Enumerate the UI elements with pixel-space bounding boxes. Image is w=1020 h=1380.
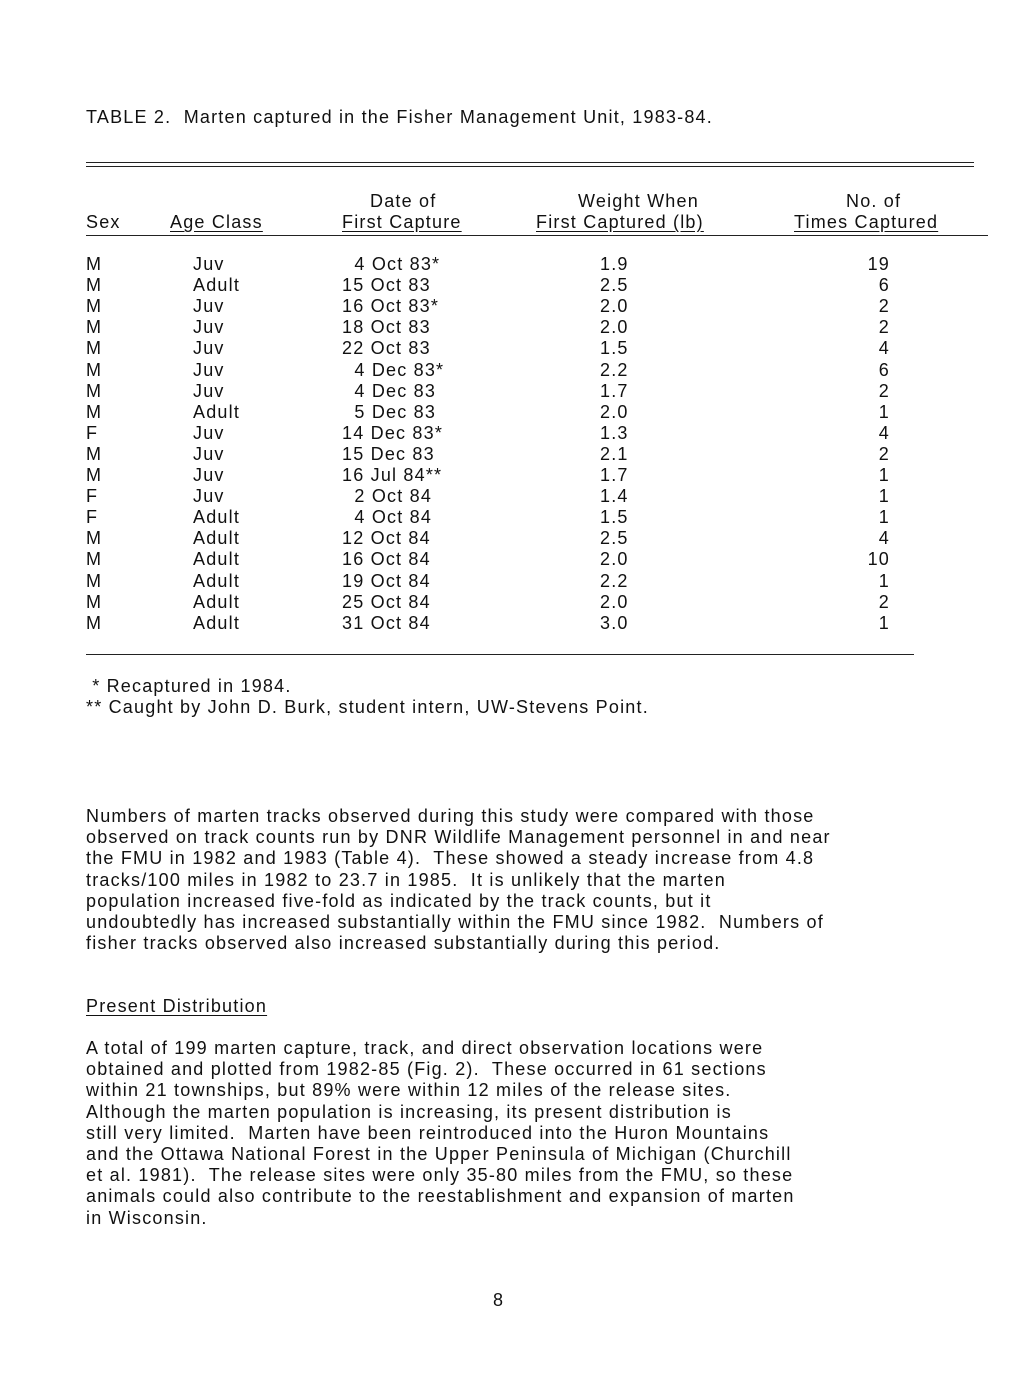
cell-sex: M: [86, 401, 103, 422]
cell-date: 4 Dec 83: [342, 380, 437, 401]
cell-age-class: Adult: [193, 507, 241, 528]
cell-times-captured: 4: [878, 422, 890, 443]
table-top-rule-double: [86, 166, 974, 167]
paragraph-line: fisher tracks observed also increased substantially during this period.: [86, 933, 721, 954]
cell-sex: M: [86, 338, 103, 359]
paragraph-line: Numbers of marten tracks observed during this study were compared with those: [86, 806, 815, 826]
cell-age-class: Juv: [193, 359, 225, 380]
table-row: [0, 381, 1020, 402]
cell-date: 14 Dec 83*: [342, 422, 444, 443]
cell-age-class: Juv: [193, 296, 225, 317]
cell-sex: M: [86, 570, 103, 591]
cell-sex: F: [86, 422, 99, 443]
cell-date: 15 Dec 83: [342, 443, 435, 464]
table-row: [0, 486, 1020, 507]
cell-weight: 1.5: [600, 338, 629, 359]
cell-times-captured: 1: [878, 507, 890, 528]
table-row: [0, 317, 1020, 338]
cell-times-captured: 2: [878, 296, 890, 317]
cell-date: 31 Oct 84: [342, 612, 431, 633]
paragraph-line: A total of 199 marten capture, track, and direct observation locations were: [86, 1038, 764, 1058]
paragraph-line: in Wisconsin.: [86, 1207, 208, 1228]
cell-age-class: Juv: [193, 486, 225, 507]
section-heading: Present Distribution: [86, 996, 268, 1016]
footnote-recaptured: * Recaptured in 1984.: [86, 676, 292, 696]
table-row: [0, 423, 1020, 444]
cell-times-captured: 19: [867, 254, 890, 274]
cell-date: 4 Oct 84: [342, 507, 433, 528]
table-row: [0, 571, 1020, 592]
cell-times-captured: 2: [878, 317, 890, 338]
paragraph-line: undoubtedly has increased substantially within the FMU since 1982. Numbers of: [86, 912, 824, 933]
paragraph-line: obtained and plotted from 1982-85 (Fig. 2). These occurred in 61 sections: [86, 1059, 767, 1080]
header-sex: Sex: [86, 212, 121, 232]
cell-weight: 1.9: [600, 254, 629, 274]
cell-weight: 2.5: [600, 275, 629, 296]
cell-date: 4 Oct 83*: [342, 254, 441, 274]
cell-weight: 1.5: [600, 507, 629, 528]
header-date-top: Date of: [370, 191, 437, 211]
cell-age-class: Adult: [193, 275, 241, 296]
cell-times-captured: 4: [878, 528, 890, 549]
cell-date: 5 Dec 83: [342, 401, 437, 422]
table-row: [0, 613, 1020, 634]
table-row: [0, 254, 1020, 275]
cell-sex: M: [86, 528, 103, 549]
paragraph-line: the FMU in 1982 and 1983 (Table 4). These showed a steady increase from 4.8: [86, 848, 815, 869]
cell-times-captured: 10: [867, 549, 890, 570]
paragraph-line: within 21 townships, but 89% were within 12 miles of the release sites.: [86, 1080, 732, 1101]
header-rule: [86, 235, 988, 236]
cell-sex: F: [86, 486, 99, 507]
cell-weight: 3.0: [600, 612, 629, 633]
cell-sex: M: [86, 549, 103, 570]
cell-times-captured: 1: [878, 465, 890, 485]
header-no-top: No. of: [846, 191, 902, 211]
header-times-captured: Times Captured: [794, 212, 939, 232]
table-caption: TABLE 2. Marten captured in the Fisher Management Unit, 1983-84.: [86, 107, 713, 127]
cell-sex: F: [86, 507, 99, 528]
paragraph-line: and the Ottawa National Forest in the Upper Peninsula of Michigan (Churchill: [86, 1144, 792, 1165]
cell-sex: M: [86, 612, 103, 633]
table-row: [0, 444, 1020, 465]
cell-age-class: Juv: [193, 317, 225, 338]
cell-sex: M: [86, 465, 103, 485]
cell-weight: 2.2: [600, 570, 629, 591]
paragraph-line: animals could also contribute to the reestablishment and expansion of marten: [86, 1186, 795, 1207]
cell-sex: M: [86, 591, 103, 612]
cell-weight: 2.2: [600, 359, 629, 380]
table-row: [0, 465, 1020, 486]
paragraph-line: tracks/100 miles in 1982 to 23.7 in 1985. It is unlikely that the marten: [86, 869, 726, 890]
cell-weight: 1.4: [600, 486, 629, 507]
cell-age-class: Adult: [193, 401, 241, 422]
cell-age-class: Adult: [193, 549, 241, 570]
cell-date: 2 Oct 84: [342, 486, 433, 507]
paragraph-line: still very limited. Marten have been reintroduced into the Huron Mountains: [86, 1122, 770, 1143]
paragraph-line: observed on track counts run by DNR Wildlife Management personnel in and near: [86, 827, 831, 848]
cell-age-class: Juv: [193, 254, 225, 274]
cell-weight: 1.7: [600, 380, 629, 401]
cell-date: 16 Jul 84**: [342, 465, 443, 485]
cell-times-captured: 1: [878, 570, 890, 591]
cell-age-class: Adult: [193, 528, 241, 549]
cell-age-class: Juv: [193, 380, 225, 401]
cell-times-captured: 1: [878, 486, 890, 507]
cell-weight: 2.0: [600, 591, 629, 612]
paragraph-line: Although the marten population is increasing, its present distribution is: [86, 1101, 732, 1122]
cell-sex: M: [86, 443, 103, 464]
cell-times-captured: 2: [878, 443, 890, 464]
table-row: [0, 507, 1020, 528]
paragraph-line: et al. 1981). The release sites were only 35-80 miles from the FMU, so these: [86, 1165, 794, 1186]
cell-age-class: Juv: [193, 443, 225, 464]
table-row: [0, 360, 1020, 381]
cell-weight: 2.1: [600, 443, 629, 464]
table-row: [0, 549, 1020, 570]
table-top-rule: [86, 162, 974, 163]
cell-sex: M: [86, 359, 103, 380]
cell-weight: 1.3: [600, 422, 629, 443]
cell-date: 12 Oct 84: [342, 528, 431, 549]
table-row: [0, 296, 1020, 317]
cell-date: 19 Oct 84: [342, 570, 431, 591]
paragraph-line: population increased five-fold as indicated by the track counts, but it: [86, 890, 712, 911]
header-age-class: Age Class: [170, 212, 263, 232]
cell-date: 16 Oct 84: [342, 549, 431, 570]
cell-weight: 2.0: [600, 401, 629, 422]
cell-times-captured: 1: [878, 612, 890, 633]
table-row: [0, 528, 1020, 549]
table-row: [0, 338, 1020, 359]
table-bottom-rule: [86, 654, 914, 655]
footnote-caught-by: ** Caught by John D. Burk, student intern, UW-Stevens Point.: [86, 697, 649, 717]
cell-date: 4 Dec 83*: [342, 359, 445, 380]
header-first-capture: First Capture: [342, 212, 462, 232]
cell-age-class: Adult: [193, 570, 241, 591]
cell-times-captured: 1: [878, 401, 890, 422]
header-weight-top: Weight When: [578, 191, 699, 211]
cell-weight: 2.5: [600, 528, 629, 549]
cell-date: 22 Oct 83: [342, 338, 431, 359]
cell-date: 16 Oct 83*: [342, 296, 440, 317]
cell-weight: 2.0: [600, 317, 629, 338]
table-row: [0, 275, 1020, 296]
cell-age-class: Juv: [193, 338, 225, 359]
cell-date: 18 Oct 83: [342, 317, 431, 338]
paragraph-present-distribution: [86, 1038, 946, 1229]
cell-sex: M: [86, 254, 103, 274]
cell-sex: M: [86, 296, 103, 317]
paragraph-track-counts: [86, 806, 946, 954]
cell-times-captured: 2: [878, 380, 890, 401]
cell-date: 15 Oct 83: [342, 275, 431, 296]
table-row: [0, 592, 1020, 613]
cell-age-class: Juv: [193, 422, 225, 443]
cell-weight: 2.0: [600, 549, 629, 570]
cell-times-captured: 6: [878, 275, 890, 296]
cell-sex: M: [86, 317, 103, 338]
cell-weight: 2.0: [600, 296, 629, 317]
cell-weight: 1.7: [600, 465, 629, 485]
cell-times-captured: 6: [878, 359, 890, 380]
cell-date: 25 Oct 84: [342, 591, 431, 612]
cell-age-class: Adult: [193, 612, 241, 633]
cell-sex: M: [86, 380, 103, 401]
header-weight: First Captured (lb): [536, 212, 704, 232]
cell-sex: M: [86, 275, 103, 296]
cell-times-captured: 4: [878, 338, 890, 359]
cell-times-captured: 2: [878, 591, 890, 612]
table-row: [0, 402, 1020, 423]
cell-age-class: Juv: [193, 465, 225, 485]
page-number: 8: [493, 1290, 505, 1310]
cell-age-class: Adult: [193, 591, 241, 612]
